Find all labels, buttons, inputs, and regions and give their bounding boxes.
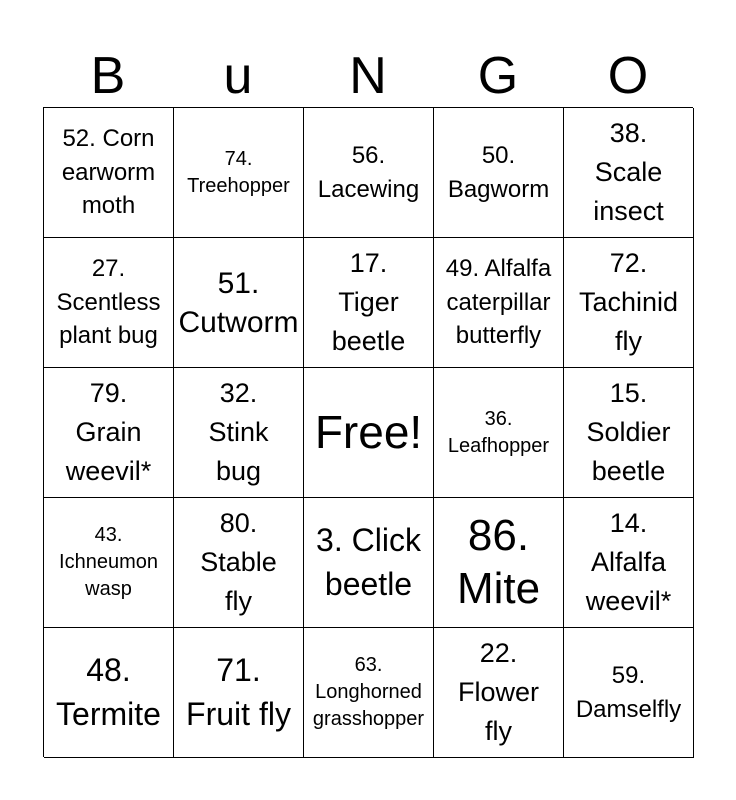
bingo-cell[interactable] (174, 498, 304, 628)
bingo-cell[interactable] (44, 368, 174, 498)
bingo-cell[interactable] (434, 108, 564, 238)
cell-text: 17. Tiger beetle (331, 247, 406, 357)
cell-text: 71. Fruit fly (186, 652, 291, 732)
bingo-cell[interactable] (174, 628, 304, 758)
bingo-cell[interactable] (304, 498, 434, 628)
free-space[interactable] (304, 368, 434, 498)
cell-text: 59. Damselfly (575, 661, 682, 723)
bingo-header (43, 44, 693, 108)
header-letter-n: N (349, 47, 387, 105)
cell-text: 43. Ichneumon wasp (59, 524, 158, 600)
cell-text: 51. Cutworm (178, 266, 299, 339)
bingo-cell[interactable] (44, 498, 174, 628)
cell-text: 3. Click beetle (316, 522, 421, 602)
bingo-cell[interactable] (44, 108, 174, 238)
bingo-cell[interactable] (304, 108, 434, 238)
cell-text: 27. Scentless plant bug (56, 255, 161, 350)
bingo-cell[interactable] (564, 108, 694, 238)
header-letter-g: G (477, 47, 519, 105)
bingo-cell[interactable] (564, 628, 694, 758)
header-letter-b: B (90, 47, 126, 105)
cell-text: 52. Corn earworm moth (61, 125, 156, 220)
bingo-cell[interactable] (304, 628, 434, 758)
cell-text: 36. Leafhopper (447, 407, 550, 457)
bingo-cell[interactable] (434, 368, 564, 498)
bingo-cell[interactable] (44, 238, 174, 368)
cell-text: 14. Alfalfa weevil* (585, 507, 672, 617)
bingo-cell[interactable] (434, 238, 564, 368)
cell-text: 56. Lacewing (317, 141, 420, 203)
bingo-cell[interactable] (434, 498, 564, 628)
cell-text: 49. Alfalfa caterpillar butterfly (445, 255, 552, 350)
cell-text: 22. Flower fly (457, 637, 539, 747)
cell-text: 72. Tachinid fly (578, 247, 679, 357)
header-letter-o: O (607, 47, 649, 105)
cell-text: Free! (314, 406, 423, 459)
bingo-board (43, 107, 693, 757)
cell-text: 15. Soldier beetle (586, 377, 671, 487)
header-letter-u: u (223, 47, 253, 105)
cell-text: 63. Longhorned grasshopper (312, 654, 425, 730)
cell-text: 74. Treehopper (187, 147, 290, 197)
bingo-cell[interactable] (564, 238, 694, 368)
cell-text: 80. Stable fly (200, 507, 277, 617)
cell-text: 38. Scale insect (593, 117, 664, 227)
bingo-cell[interactable] (174, 238, 304, 368)
cell-text: 86. Mite (456, 510, 541, 613)
cell-text: 32. Stink bug (208, 377, 269, 487)
cell-text: 50. Bagworm (447, 141, 550, 203)
bingo-cell[interactable] (174, 108, 304, 238)
bingo-cell[interactable] (434, 628, 564, 758)
cell-text: 79. Grain weevil* (65, 377, 152, 487)
bingo-cell[interactable] (564, 498, 694, 628)
bingo-cell[interactable] (304, 238, 434, 368)
bingo-cell[interactable] (174, 368, 304, 498)
bingo-cell[interactable] (44, 628, 174, 758)
cell-text: 48. Termite (56, 652, 161, 732)
bingo-cell[interactable] (564, 368, 694, 498)
